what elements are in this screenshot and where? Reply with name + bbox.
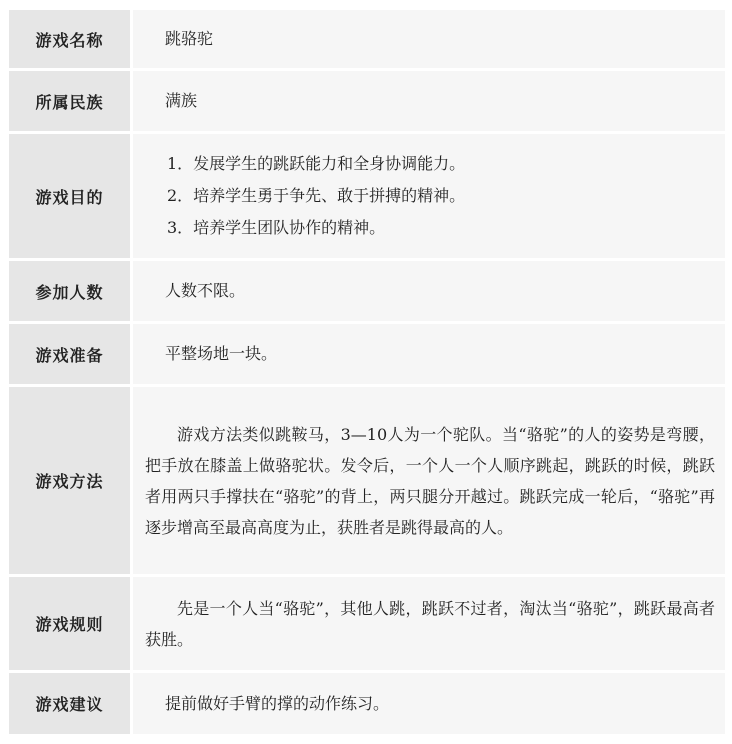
value-game-name: 跳骆驼 [133, 10, 725, 68]
row-game-purpose [9, 134, 725, 261]
row-preparation [9, 324, 725, 387]
value-ethnic-group: 满族 [133, 71, 725, 131]
label-game-rules: 游戏规则 [9, 577, 130, 670]
label-participants: 参加人数 [9, 261, 130, 321]
value-preparation: 平整场地一块。 [133, 324, 725, 384]
value-game-method [133, 387, 725, 574]
value-game-rules [133, 577, 725, 670]
purpose-item: 3．培养学生团队协作的精神。 [167, 218, 386, 237]
method-paragraph: 游戏方法类似跳鞍马，3—10人为一个驼队。当“骆驼”的人的姿势是弯腰，把手放在膝盖上做骆驼状。发令后，一个人一个人顺序跳起，跳跃的时候，跳跃者用两只手撑扶在“骆驼”的背上，两只腿分开越过。跳跃完成一轮后，“骆驼”再逐步增高至最高高度为止，获胜者是跳得最高的人。 [145, 424, 715, 537]
value-game-advice: 提前做好手臂的撑的动作练习。 [133, 673, 725, 734]
label-preparation: 游戏准备 [9, 324, 130, 384]
value-participants: 人数不限。 [133, 261, 725, 321]
game-info-table [9, 10, 725, 734]
row-game-method [9, 387, 725, 577]
row-game-advice [9, 673, 725, 734]
row-game-name [9, 10, 725, 71]
label-ethnic-group: 所属民族 [9, 71, 130, 131]
row-participants [9, 261, 725, 324]
purpose-item: 1．发展学生的跳跃能力和全身协调能力。 [167, 154, 466, 173]
label-game-purpose: 游戏目的 [9, 134, 130, 258]
label-game-method: 游戏方法 [9, 387, 130, 574]
row-game-rules [9, 577, 725, 673]
row-ethnic-group [9, 71, 725, 134]
value-game-purpose [133, 134, 725, 258]
rules-paragraph: 先是一个人当“骆驼”，其他人跳，跳跃不过者，淘汰当“骆驼”，跳跃最高者获胜。 [145, 598, 715, 649]
purpose-item: 2．培养学生勇于争先、敢于拼搏的精神。 [167, 186, 466, 205]
label-game-name: 游戏名称 [9, 10, 130, 68]
label-game-advice: 游戏建议 [9, 673, 130, 734]
